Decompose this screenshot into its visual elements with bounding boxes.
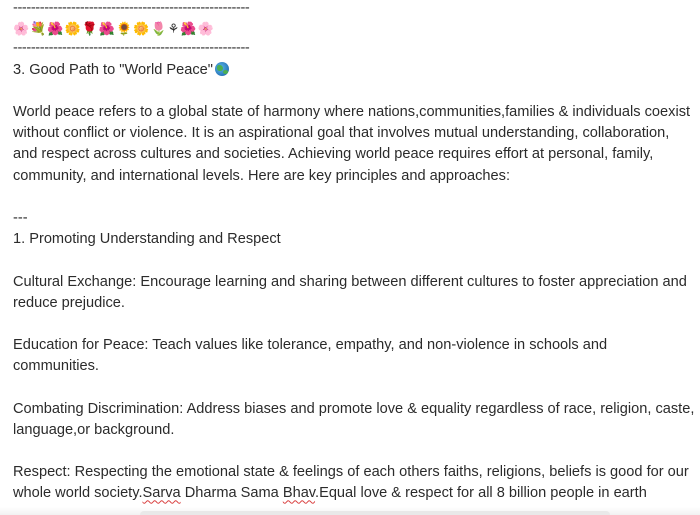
intro-paragraph: World peace refers to a global state of harmony where nations,communities,families & individuals coexist without conflict or violence. It is an aspirational goal that involves mutual understanding, collaboration, and respect across cultures and societies. Achieving world peace requires effort at personal, family, community, and international levels. Here are key principles and approaches: <box>13 103 691 184</box>
flower-emoji-row: 🌸💐🌺🌼🌹🌺🌻🌼🌷⚘🌺🌸 <box>13 22 215 38</box>
section-heading <box>13 60 695 81</box>
list-item-cultural-exchange: Cultural Exchange: Encourage learning and sharing between different cultures to foster appreciation and reduce prejudice. <box>13 273 687 311</box>
subsection-title: 1. Promoting Understanding and Respect <box>13 231 281 248</box>
globe-icon <box>215 62 229 76</box>
respect-text-3: .Equal love & respect for all 8 billion people in earth <box>315 485 647 502</box>
blank-line <box>13 81 695 102</box>
divider-bottom: ----------------------------------------------------- <box>13 40 250 57</box>
misspelled-word-sarva[interactable]: Sarva <box>142 485 181 502</box>
blank-line <box>13 441 695 462</box>
blank-line <box>13 378 695 399</box>
blank-line <box>13 314 695 335</box>
bottom-toolbar-edge <box>140 511 610 515</box>
document-body <box>13 0 695 505</box>
blank-line <box>13 187 695 208</box>
list-item-respect <box>13 462 695 504</box>
separator-dashes: --- <box>13 209 28 226</box>
blank-line <box>13 250 695 271</box>
respect-text-2: Dharma Sama <box>180 485 283 502</box>
list-item-education-for-peace: Education for Peace: Teach values like tolerance, empathy, and non-violence in schools and communities. <box>13 337 608 375</box>
section-heading-text: 3. Good Path to "World Peace" <box>13 61 213 78</box>
divider-top: ----------------------------------------------------- <box>13 0 250 16</box>
list-item-combating-discrimination: Combating Discrimination: Address biases and promote love & equality regardless of race, religion, caste, language,or background. <box>13 400 695 438</box>
respect-text-1: Respect: Respecting the emotional state & feelings of each others faiths, religions, beliefs is good for our whole world society. <box>13 464 689 502</box>
misspelled-word-bhav[interactable]: Bhav <box>282 485 316 502</box>
